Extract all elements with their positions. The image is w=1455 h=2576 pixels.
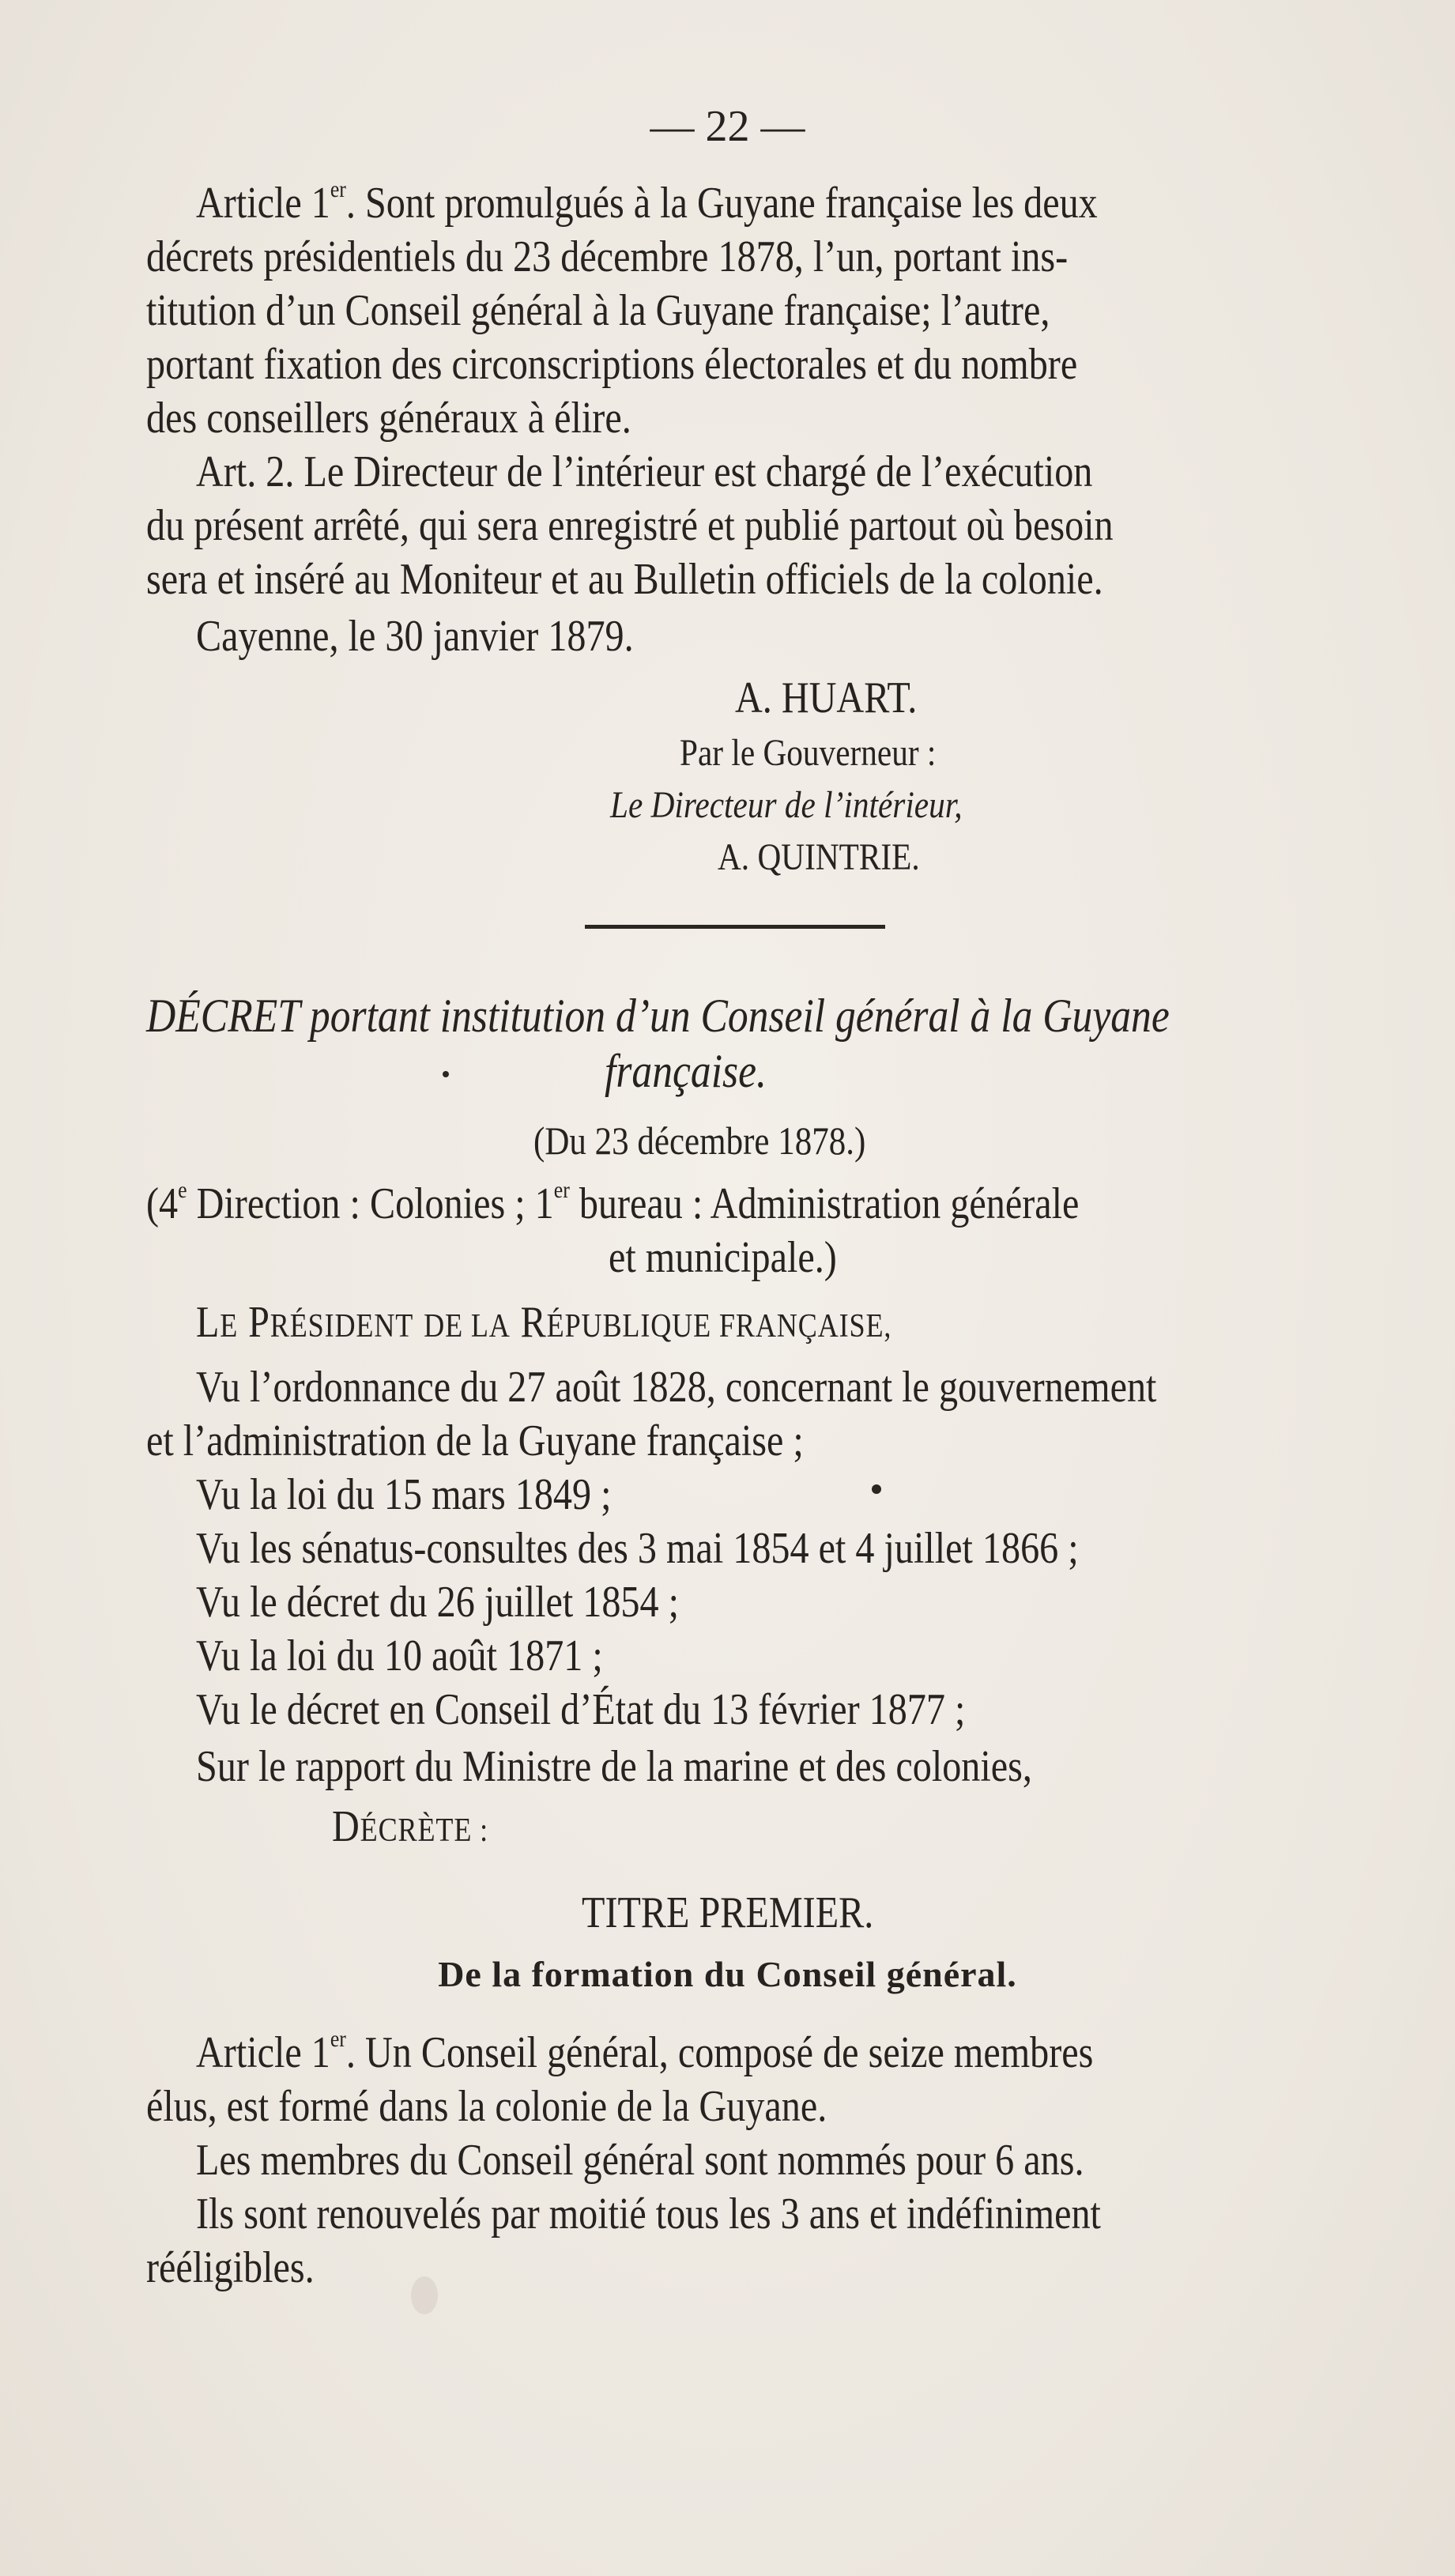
- vu-5: Vu la loi du 10 août 1871 ;: [196, 1631, 603, 1680]
- direction-line-1: (4e Direction : Colonies ; 1er bureau : Administration générale: [146, 1177, 1080, 1228]
- ink-blot: [872, 1484, 881, 1494]
- article-1-line-5: des conseillers généraux à élire.: [146, 394, 631, 443]
- director-title: Le Directeur de l’intérieur,: [610, 784, 963, 826]
- signatory-role: Par le Gouverneur :: [680, 732, 937, 774]
- paper-stain: [411, 2276, 438, 2314]
- vu-3: Vu les sénatus-consultes des 3 mai 1854 et 4 juillet 1866 ;: [196, 1524, 1079, 1573]
- section-heading: De la formation du Conseil général.: [438, 1954, 1017, 1994]
- titre-premier: TITRE PREMIER.: [581, 1888, 874, 1937]
- article-2-line-2: du présent arrêté, qui sera enregistré et publié partout où besoin: [146, 501, 1114, 550]
- decree-article-1-line-4: Ils sont renouvelés par moitié tous les 3 ans et indéfiniment: [196, 2189, 1101, 2238]
- vu-1-line-1: Vu l’ordonnance du 27 août 1828, concernant le gouvernement: [196, 1363, 1157, 1412]
- ink-speck: [443, 1071, 449, 1077]
- direction-line-2: et municipale.): [609, 1233, 837, 1282]
- article-1-line-1: Article 1er. Sont promulgués à la Guyane française les deux: [196, 176, 1098, 228]
- decree-date: (Du 23 décembre 1878.): [533, 1118, 866, 1163]
- signatory-name: A. HUART.: [735, 673, 918, 722]
- sur-le-rapport: Sur le rapport du Ministre de la marine et des colonies,: [196, 1742, 1032, 1791]
- article-1-line-4: portant fixation des circonscriptions électorales et du nombre: [146, 340, 1078, 389]
- vu-4: Vu le décret du 26 juillet 1854 ;: [196, 1578, 680, 1627]
- president-heading: LE PRÉSIDENT DE LA RÉPUBLIQUE FRANÇAISE,: [196, 1298, 892, 1347]
- decree-title-line-2: française.: [605, 1045, 767, 1097]
- vu-1-line-2: et l’administration de la Guyane française ;: [146, 1416, 804, 1465]
- decree-article-1-line-1: Article 1er. Un Conseil général, composé de seize membres: [196, 2026, 1094, 2077]
- article-2-line-1: Art. 2. Le Directeur de l’intérieur est chargé de l’exécution: [196, 447, 1093, 496]
- director-name: A. QUINTRIE.: [718, 836, 920, 878]
- decree-title-line-1: DÉCRET portant institution d’un Conseil général à la Guyane: [146, 990, 1170, 1042]
- article-2-line-3: sera et inséré au Moniteur et au Bulletin officiels de la colonie.: [146, 555, 1103, 604]
- vu-6: Vu le décret en Conseil d’État du 13 février 1877 ;: [196, 1685, 966, 1734]
- article-1-line-3: titution d’un Conseil général à la Guyane française; l’autre,: [146, 286, 1050, 335]
- page-number: — 22 —: [650, 102, 805, 151]
- decree-article-1-line-2: élus, est formé dans la colonie de la Guyane.: [146, 2082, 827, 2131]
- decree-article-1-line-3: Les membres du Conseil général sont nommés pour 6 ans.: [196, 2136, 1084, 2185]
- decrete-heading: DÉCRÈTE :: [332, 1802, 489, 1851]
- decree-article-1-line-5: rééligibles.: [146, 2243, 315, 2292]
- place-date: Cayenne, le 30 janvier 1879.: [196, 612, 634, 661]
- vu-2: Vu la loi du 15 mars 1849 ;: [196, 1470, 612, 1519]
- section-divider: [585, 925, 885, 929]
- article-1-line-2: décrets présidentiels du 23 décembre 1878, l’un, portant ins-: [146, 232, 1069, 281]
